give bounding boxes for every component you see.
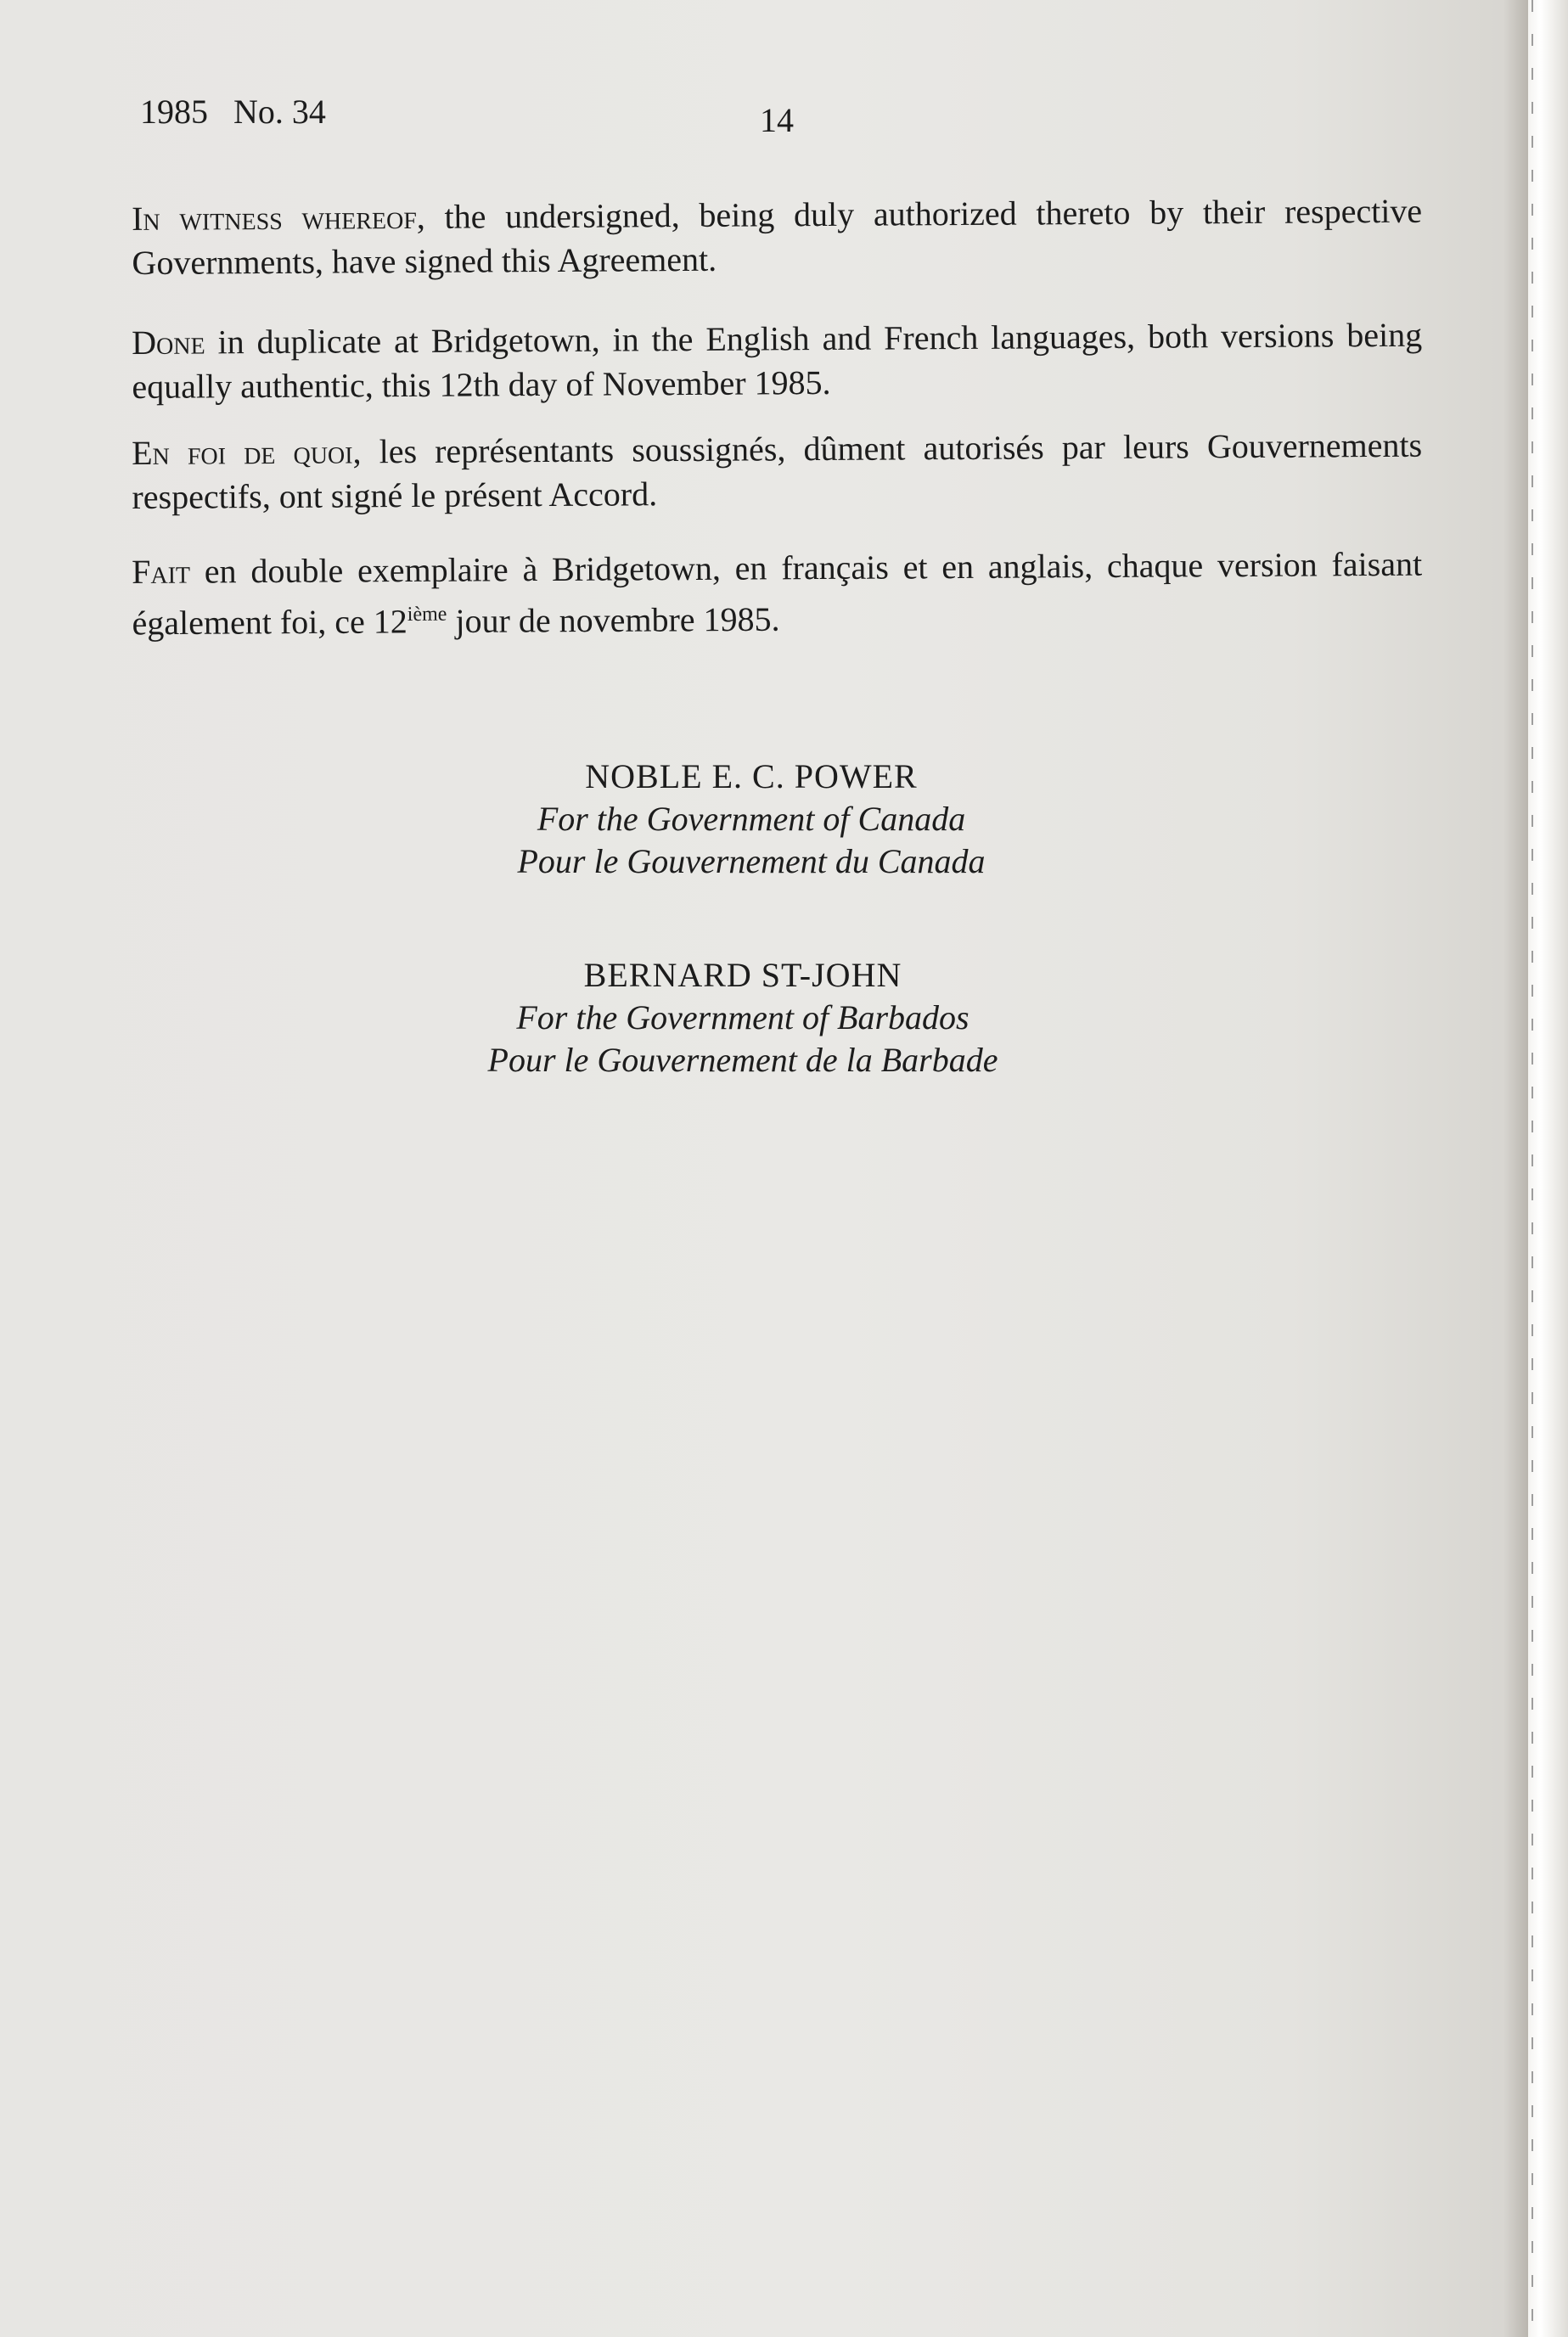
paragraph-text: les représentants soussignés, dûment autorisés par leurs Gouvernements respectifs, ont signé le présent Accord.: [132, 425, 1423, 516]
signatory-role-french: Pour le Gouvernement de la Barbade: [487, 1041, 998, 1079]
paragraph-lead: In witness whereof,: [132, 197, 425, 238]
signatory-role-english: For the Government of Barbados: [516, 998, 969, 1036]
paragraph-text: the undersigned, being duly authorized thereto by their respective Governments, have signed this Agreement.: [132, 191, 1423, 282]
paragraph-lead: En foi de quoi,: [132, 432, 362, 472]
signatory-name: BERNARD ST-JOHN: [583, 956, 902, 994]
signature-block-barbados: [0, 954, 1503, 1081]
paragraph-done-english: [132, 313, 1423, 409]
binding-stitch-line: [1531, 0, 1533, 2337]
page-number: 14: [760, 101, 794, 139]
signatory-role-french: Pour le Gouvernement du Canada: [517, 842, 986, 880]
paragraph-lead: Done: [132, 323, 205, 362]
paragraph-witness-english: [132, 189, 1423, 285]
paragraph-text: jour de novembre 1985.: [447, 599, 780, 641]
signatory-name: NOBLE E. C. POWER: [585, 757, 918, 795]
signature-block-canada: [0, 756, 1511, 883]
paragraph-done-french: [132, 542, 1423, 646]
superscript-ordinal: ième: [407, 603, 447, 626]
paragraph-witness-french: [132, 424, 1423, 520]
paragraph-text: in duplicate at Bridgetown, in the English and French languages, both versions being equally authentic, this 12th day of November 1985.: [132, 315, 1423, 406]
paragraph-lead: Fait: [132, 552, 191, 591]
page-spine-shadow: [1503, 0, 1528, 2337]
signatory-role-english: For the Government of Canada: [537, 800, 966, 838]
paragraph-text: en double exemplaire à Bridgetown, en français et en anglais, chaque version faisant également foi, ce 12: [132, 544, 1423, 643]
header-year-number: 1985 No. 34: [140, 93, 326, 131]
page-header: [140, 85, 1413, 144]
book-binding-edge: [1528, 0, 1568, 2337]
